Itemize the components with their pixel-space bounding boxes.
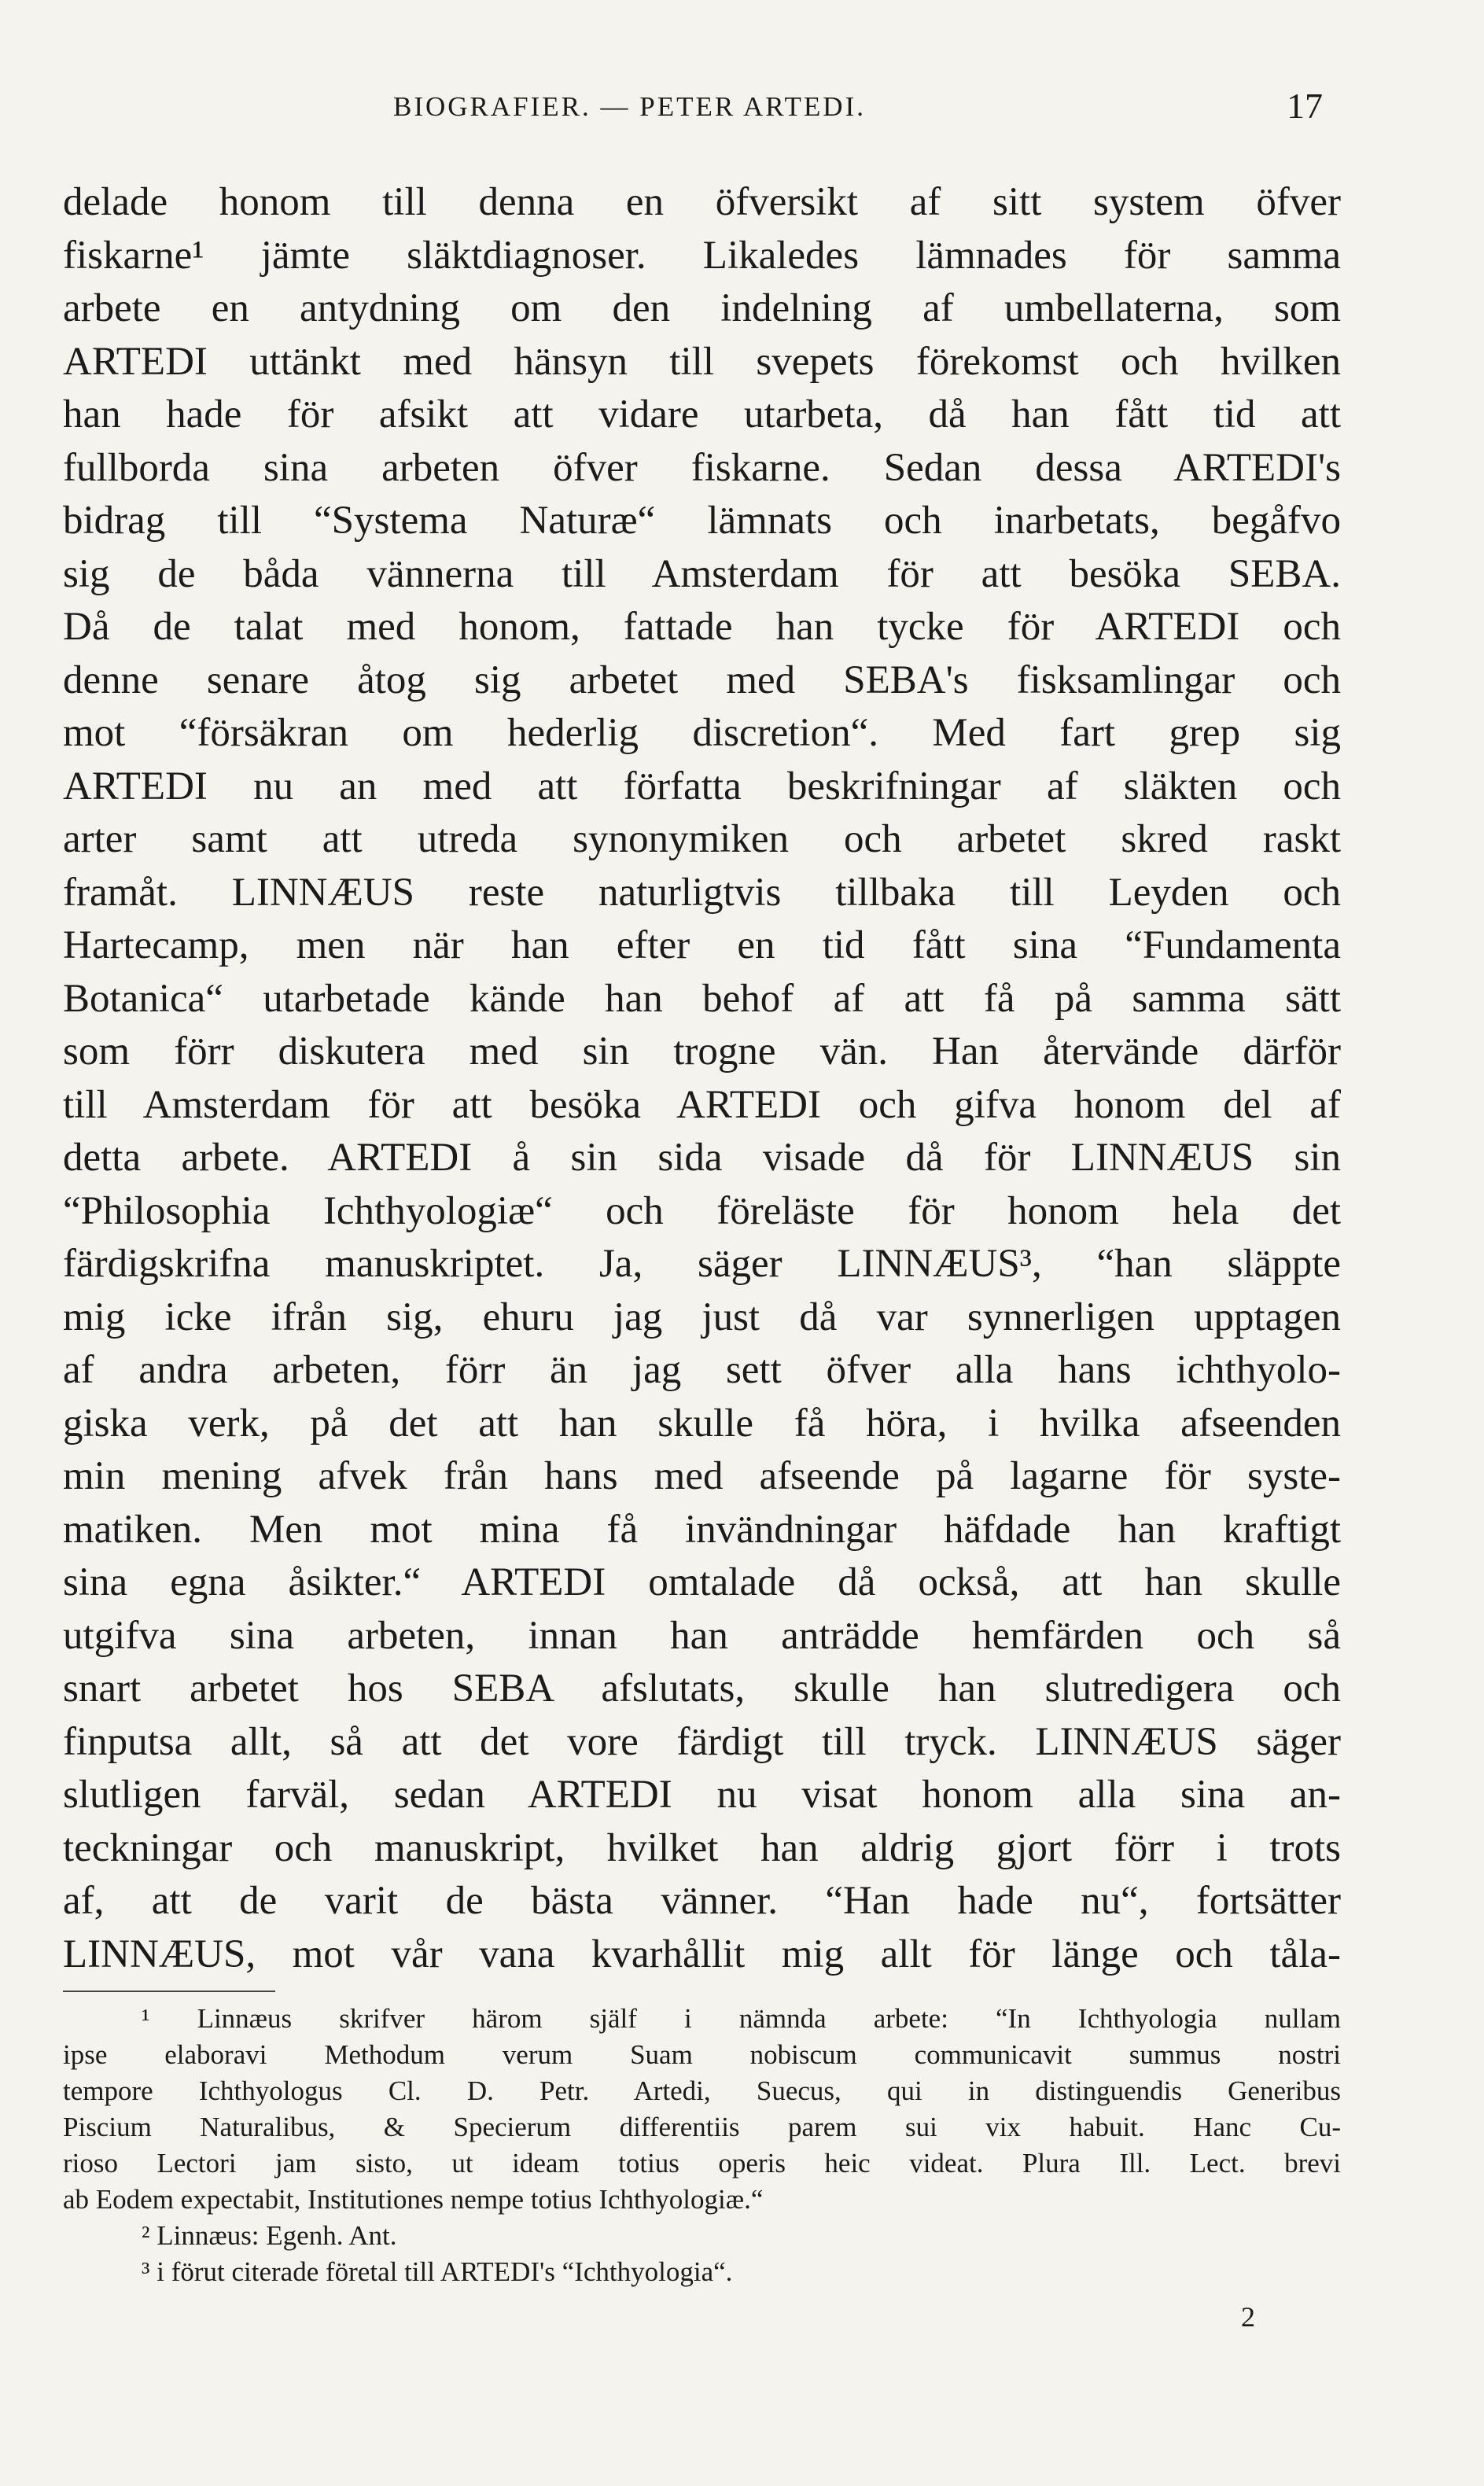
text-line: sina egna åsikter.“ ARTEDI omtalade då också, att han skulle <box>63 1560 1341 1604</box>
text-line: arter samt att utreda synonymiken och arbetet skred raskt <box>63 817 1341 861</box>
page-number: 17 <box>1287 86 1323 126</box>
signature-mark: 2 <box>1241 2301 1255 2333</box>
text-line: LINNÆUS, mot vår vana kvarhållit mig allt för länge och tåla- <box>63 1932 1341 1976</box>
text-line: delade honom till denna en öfversikt af sitt system öfver <box>63 180 1341 224</box>
footnote-line: ² Linnæus: Egenh. Ant. <box>142 2220 397 2251</box>
text-line: snart arbetet hos SEBA afslutats, skulle han slutredigera och <box>63 1667 1341 1711</box>
text-line: Botanica“ utarbetade kände han behof af att få på samma sätt <box>63 976 1341 1021</box>
footnote-line: Piscium Naturalibus, & Specierum differentiis parem sui vix habuit. Hanc Cu- <box>63 2112 1341 2142</box>
text-line: ARTEDI uttänkt med hänsyn till svepets förekomst och hvilken <box>63 339 1341 384</box>
text-line: fullborda sina arbeten öfver fiskarne. Sedan dessa ARTEDI's <box>63 445 1341 490</box>
text-line: denne senare åtog sig arbetet med SEBA's fisksamlingar och <box>63 657 1341 702</box>
text-line: sig de båda vännerna till Amsterdam för att besöka SEBA. <box>63 551 1341 596</box>
text-line: teckningar och manuskript, hvilket han aldrig gjort förr i trots <box>63 1825 1341 1870</box>
text-line: Då de talat med honom, fattade han tycke för ARTEDI och <box>63 605 1341 649</box>
text-line: framåt. LINNÆUS reste naturligtvis tillbaka till Leyden och <box>63 870 1341 915</box>
text-line: “Philosophia Ichthyologiæ“ och föreläste för honom hela det <box>63 1188 1341 1233</box>
footnote-divider <box>63 1991 275 1992</box>
footnote-line: ¹ Linnæus skrifver härom själf i nämnda arbete: “In Ichthyologia nullam <box>142 2003 1341 2034</box>
footnote-line: ³ i förut citerade företal till ARTEDI's “Ichthyologia“. <box>142 2256 733 2287</box>
text-line: finputsa allt, så att det vore färdigt till tryck. LINNÆUS säger <box>63 1719 1341 1764</box>
text-line: detta arbete. ARTEDI å sin sida visade då för LINNÆUS sin <box>63 1136 1341 1180</box>
text-line: han hade för afsikt att vidare utarbeta, då han fått tid att <box>63 392 1341 436</box>
text-line: som förr diskutera med sin trogne vän. Han återvände därför <box>63 1029 1341 1074</box>
text-line: giska verk, på det att han skulle få höra, i hvilka afseenden <box>63 1401 1341 1446</box>
text-line: slutligen farväl, sedan ARTEDI nu visat honom alla sina an- <box>63 1773 1341 1817</box>
text-line: till Amsterdam för att besöka ARTEDI och gifva honom del af <box>63 1082 1341 1127</box>
text-line: utgifva sina arbeten, innan han anträdde hemfärden och så <box>63 1613 1341 1658</box>
running-title: BIOGRAFIER. — PETER ARTEDI. <box>393 91 866 122</box>
text-line: färdigskrifna manuskriptet. Ja, säger LINNÆUS³, “han släppte <box>63 1242 1341 1286</box>
text-line: min mening afvek från hans med afseende på lagarne för syste- <box>63 1454 1341 1498</box>
text-line: fiskarne¹ jämte släktdiagnoser. Likaledes lämnades för samma <box>63 233 1341 278</box>
footnote-line: ab Eodem expectabit, Institutiones nempe totius Ichthyologiæ.“ <box>63 2184 764 2215</box>
text-line: mot “försäkran om hederlig discretion“. Med fart grep sig <box>63 711 1341 755</box>
footnote-line: ipse elaboravi Methodum verum Suam nobiscum communicavit summus nostri <box>63 2039 1341 2070</box>
footnote-line: tempore Ichthyologus Cl. D. Petr. Artedi, Suecus, qui in distinguendis Generibus <box>63 2075 1341 2106</box>
text-line: af, att de varit de bästa vänner. “Han hade nu“, fortsätter <box>63 1879 1341 1923</box>
footnotes <box>63 2001 1341 2290</box>
text-line: ARTEDI nu an med att författa beskrifningar af släkten och <box>63 764 1341 808</box>
text-line: matiken. Men mot mina få invändningar häfdade han kraftigt <box>63 1507 1341 1552</box>
text-line: mig icke ifrån sig, ehuru jag just då var synnerligen upptagen <box>63 1295 1341 1339</box>
footnote-line: rioso Lectori jam sisto, ut ideam totius operis heic videat. Plura Ill. Lect. brevi <box>63 2148 1341 2178</box>
text-line: bidrag till “Systema Naturæ“ lämnats och inarbetats, begåfvo <box>63 499 1341 543</box>
text-line: arbete en antydning om den indelning af umbellaterna, som <box>63 286 1341 330</box>
body-text <box>63 176 1341 1981</box>
text-line: af andra arbeten, förr än jag sett öfver alla hans ichthyolo- <box>63 1348 1341 1392</box>
text-line: Hartecamp, men när han efter en tid fått sina “Fundamenta <box>63 923 1341 967</box>
